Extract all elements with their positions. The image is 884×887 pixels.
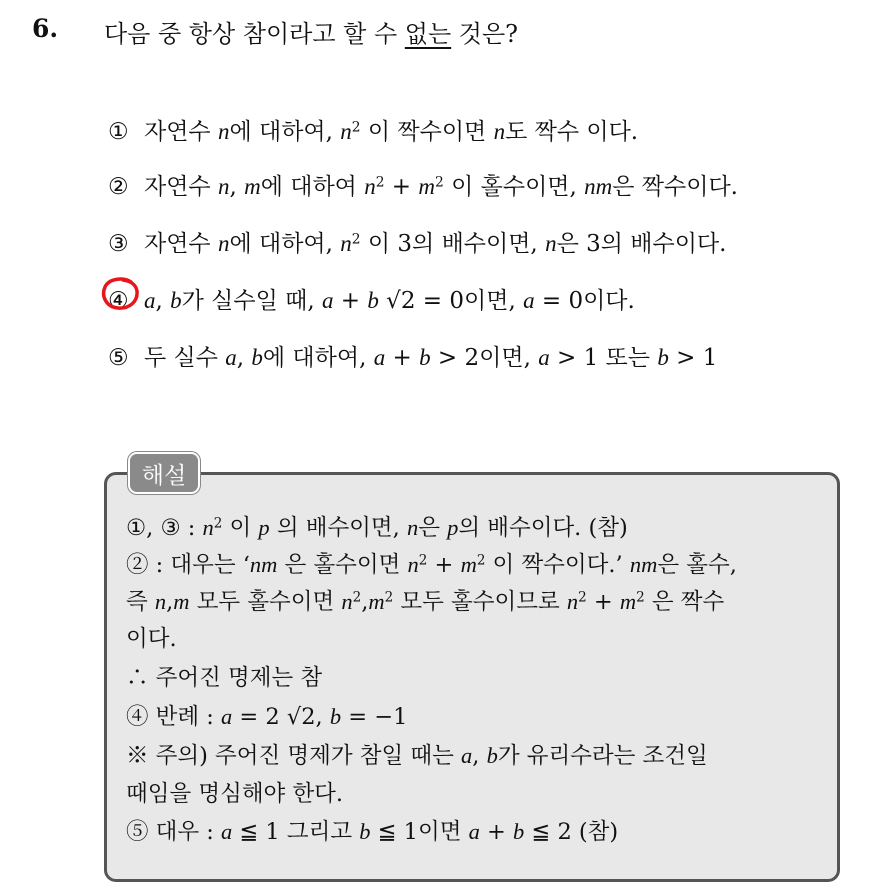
choice-2-mark: ② (108, 174, 129, 200)
choice-2[interactable]: ② 자연수 n, m에 대하여 $n^2 + m^2$ 이 홀수이면, nm은 짝수이다. (108, 174, 738, 200)
solution-line-6: ④ 반례 : a = 2 √2, b = −1 (126, 704, 408, 730)
question-text: 다음 중 항상 참이라고 할 수 없는 것은? (104, 20, 519, 48)
solution-line-2: ② : 대우는 ‘nm 은 홀수이면 $n^2 + m^2$ 이 짝수이다.’ nm은 홀수, (126, 552, 737, 578)
solution-line-7: ※ 주의) 주어진 명제가 참일 때는 a, b가 유리수라는 조건일 (126, 743, 708, 769)
choice-1[interactable]: ① 자연수 n에 대하여, $n^2$ 이 짝수이면 n도 짝수 이다. (108, 119, 639, 145)
choice-1-mark: ① (108, 119, 129, 145)
solution-line-3: 즉 n,m 모두 홀수이면 $n^2,m^2$ 모두 홀수이므로 $n^2 + m^2$ 은 짝수 (126, 589, 725, 615)
choice-3[interactable]: ③ 자연수 n에 대하여, $n^2$ 이 3의 배수이면, n은 3의 배수이다. (108, 231, 727, 257)
choice-4[interactable]: ④ a, b가 실수일 때, a + b √2 = 0이면, a = 0이다. (108, 288, 635, 314)
choice-5[interactable]: ⑤ 두 실수 a, b에 대하여, a + b > 2이면, a > 1 또는 b > 1 (108, 345, 718, 371)
choice-3-mark: ③ (108, 231, 129, 257)
solution-line-4: 이다. (126, 626, 177, 652)
solution-line-1: ①, ③ : $n^2$ 이 p 의 배수이면, n은 p의 배수이다. (참) (126, 515, 628, 541)
choice-4-mark: ④ (108, 288, 129, 314)
question-number: 6. (32, 14, 59, 43)
solution-tag: 해설 (128, 452, 200, 494)
choice-5-mark: ⑤ (108, 345, 129, 371)
solution-line-5: ∴ 주어진 명제는 참 (126, 665, 323, 691)
solution-line-9: ⑤ 대우 : a ≦ 1 그리고 b ≦ 1이면 a + b ≦ 2 (참) (126, 819, 619, 845)
solution-line-8: 때임을 명심해야 한다. (126, 781, 344, 807)
